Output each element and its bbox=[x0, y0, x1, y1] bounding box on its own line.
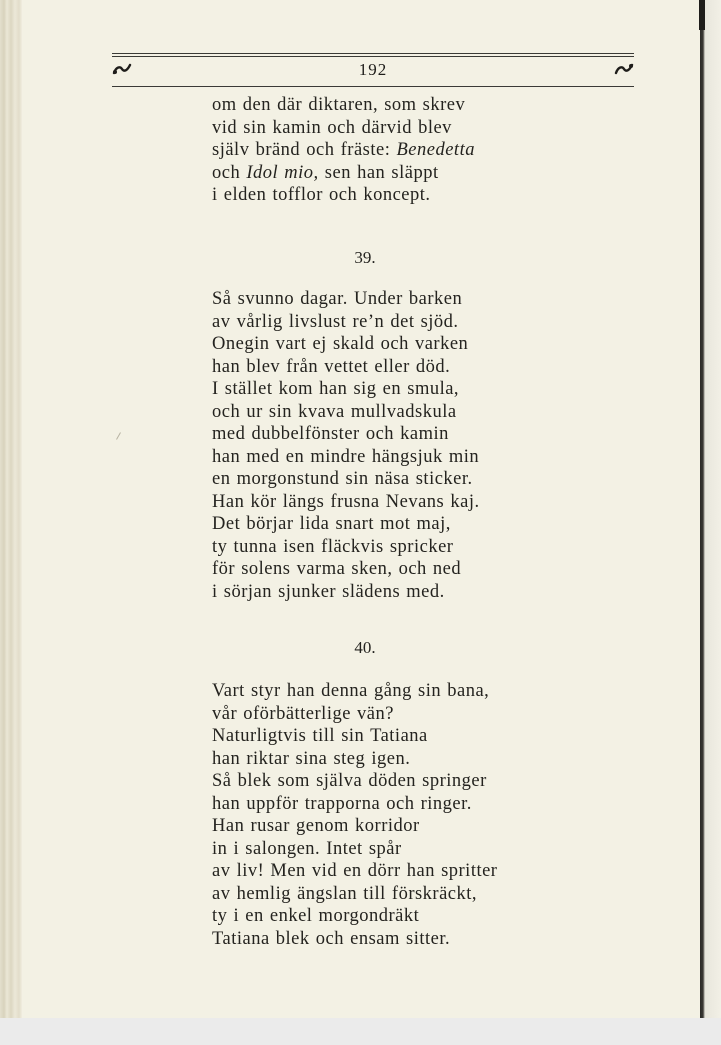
verse-line: av hemlig ängslan till förskräckt, bbox=[212, 883, 478, 904]
verse-line: Tatiana blek och ensam sitter. bbox=[212, 928, 451, 949]
verse-line: in i salongen. Intet spår bbox=[212, 838, 402, 859]
verse-line: Så svunno dagar. Under barken bbox=[212, 289, 463, 309]
verse-line: i elden tofflor och koncept. bbox=[212, 185, 431, 205]
verse-line: Så blek som själva döden springer bbox=[212, 771, 487, 791]
verse-line: vid sin kamin och därvid blev bbox=[212, 117, 452, 138]
spine-mark bbox=[699, 0, 705, 30]
verse-line: Onegin vart ej skald och varken bbox=[212, 334, 469, 354]
bottom-strip bbox=[0, 1018, 721, 1045]
italic-title: Idol mio, bbox=[246, 162, 319, 183]
verse-line bbox=[212, 162, 572, 185]
verse-line: Han rusar genom korridor bbox=[212, 816, 420, 836]
verse-line bbox=[212, 139, 572, 162]
stanza-40 bbox=[212, 680, 572, 950]
italic-title: Benedetta bbox=[396, 140, 475, 160]
header-rule-top bbox=[112, 53, 634, 54]
verse-text: sen han släppt bbox=[324, 162, 439, 183]
stanza-number: 39. bbox=[354, 248, 376, 267]
verse-line: av liv! Men vid en dörr han spritter bbox=[212, 861, 498, 881]
verse-line: ty tunna isen fläckvis spricker bbox=[212, 536, 454, 557]
header-rule-bottom bbox=[112, 86, 634, 87]
scroll-ornament-icon bbox=[614, 62, 634, 76]
verse-line: Vart styr han denna gång sin bana, bbox=[212, 681, 490, 701]
verse-text: och bbox=[212, 162, 241, 183]
verse-line: han med en mindre hängsjuk min bbox=[212, 446, 480, 467]
verse-line: han blev från vettet eller död. bbox=[212, 356, 451, 377]
running-head bbox=[112, 58, 634, 86]
verse-line: Det börjar lida snart mot maj, bbox=[212, 514, 451, 534]
verse-text: själv bränd och fräste: bbox=[212, 140, 391, 160]
verse-line: Naturligtvis till sin Tatiana bbox=[212, 726, 428, 746]
stanza-number: 40. bbox=[354, 638, 376, 657]
page-number: 192 bbox=[358, 60, 388, 79]
verse-line: och ur sin kvava mullvadskula bbox=[212, 401, 457, 422]
verse-line: för solens varma sken, och ned bbox=[212, 559, 462, 579]
verse-line: han uppför trapporna och ringer. bbox=[212, 793, 472, 814]
verse-line: I stället kom han sig en smula, bbox=[212, 379, 460, 399]
verse-line: med dubbelfönster och kamin bbox=[212, 424, 449, 444]
verse-line: vår oförbätterlige vän? bbox=[212, 703, 394, 724]
header-rule-top-inner bbox=[112, 56, 634, 57]
stanza-39 bbox=[212, 288, 572, 603]
verse-line: om den där diktaren, som skrev bbox=[212, 95, 466, 115]
verse-line: i sörjan sjunker slädens med. bbox=[212, 581, 445, 602]
verse-line: av vårlig livslust re’n det sjöd. bbox=[212, 311, 459, 332]
verse-line: Han kör längs frusna Nevans kaj. bbox=[212, 491, 480, 512]
page-edges bbox=[0, 0, 22, 1025]
verse-line: en morgonstund sin näsa sticker. bbox=[212, 469, 473, 489]
book-spine bbox=[700, 0, 721, 1018]
verse-line: han riktar sina steg igen. bbox=[212, 748, 411, 769]
verse-line: ty i en enkel morgondräkt bbox=[212, 906, 420, 926]
intro-verse bbox=[212, 94, 572, 207]
